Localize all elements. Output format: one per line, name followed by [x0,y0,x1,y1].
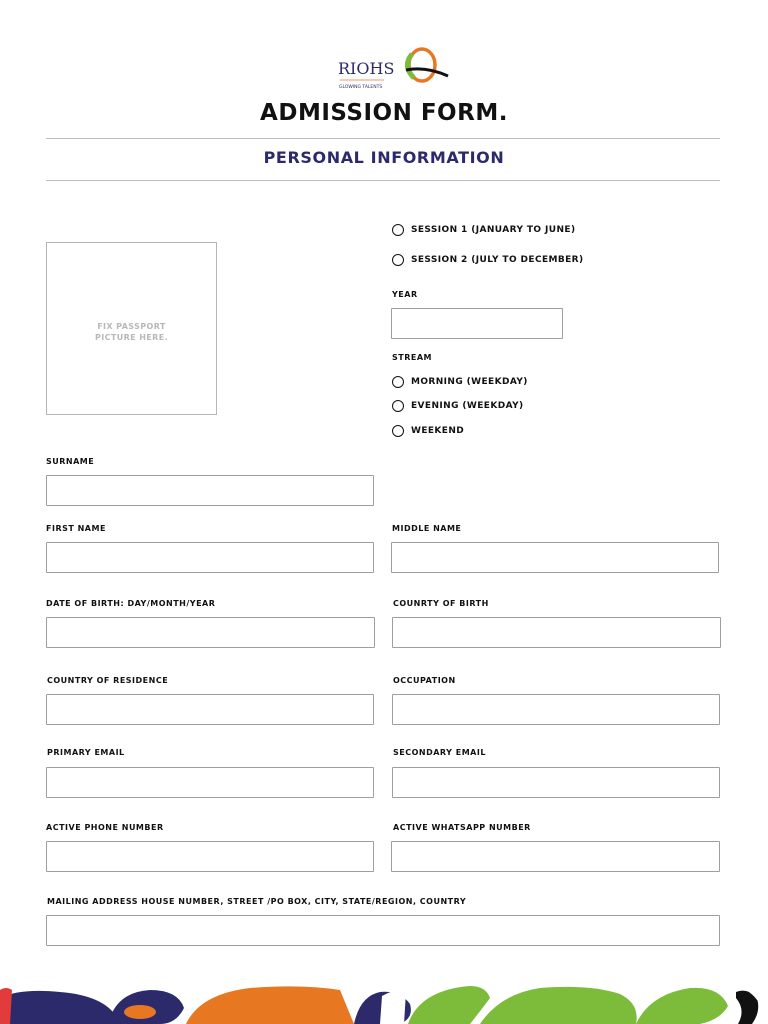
stream-weekend-option[interactable] [392,425,464,437]
country-of-residence-label: COUNTRY OF RESIDENCE [47,676,169,685]
stream-evening-label: EVENING (WEEKDAY) [411,401,524,411]
stream-evening-option[interactable] [392,400,524,412]
whatsapp-label: ACTIVE WHATSAPP NUMBER [393,823,531,832]
primary-email-input[interactable] [46,767,374,798]
logo-tagline: GLOWING TALENTS [339,85,383,90]
stream-weekend-label: WEEKEND [411,426,465,436]
form-title: ADMISSION FORM. [260,100,508,126]
riohs-logo [336,44,452,92]
stream-label: STREAM [392,353,432,362]
first-name-input[interactable] [46,542,374,573]
whatsapp-input[interactable] [391,841,720,872]
stream-evening-radio[interactable] [392,400,404,412]
occupation-input[interactable] [392,694,720,725]
top-divider [46,138,720,139]
session-2-radio[interactable] [392,254,404,266]
session-1-label: SESSION 1 (JANUARY TO JUNE) [411,225,576,235]
year-input[interactable] [391,308,563,339]
section-divider [46,180,720,181]
surname-input[interactable] [46,475,374,506]
middle-name-label: MIDDLE NAME [392,524,462,533]
year-label: YEAR [392,290,418,299]
middle-name-input[interactable] [391,542,719,573]
stream-weekend-radio[interactable] [392,425,404,437]
first-name-label: FIRST NAME [46,524,106,533]
session-1-radio[interactable] [392,224,404,236]
session-2-option[interactable] [392,254,584,266]
phone-input[interactable] [46,841,374,872]
photo-instruction-line2: PICTURE HERE. [94,333,169,342]
photo-instruction-line1: FIX PASSPORT [97,322,166,331]
dob-label: DATE OF BIRTH: DAY/MONTH/YEAR [46,599,216,608]
surname-label: SURNAME [46,457,95,466]
country-of-birth-input[interactable] [392,617,721,648]
section-title: PERSONAL INFORMATION [263,148,505,167]
mailing-address-input[interactable] [46,915,720,946]
dob-input[interactable] [46,617,375,648]
stream-morning-label: MORNING (WEEKDAY) [411,377,528,387]
stream-morning-option[interactable] [392,376,528,388]
session-1-option[interactable] [392,224,575,236]
mailing-address-label: MAILING ADDRESS HOUSE NUMBER, STREET /PO BOX, CITY, STATE/REGION, COUNTRY [47,897,467,906]
secondary-email-input[interactable] [392,767,720,798]
country-of-residence-input[interactable] [46,694,374,725]
stream-morning-radio[interactable] [392,376,404,388]
secondary-email-label: SECONDARY EMAIL [393,748,486,757]
primary-email-label: PRIMARY EMAIL [47,748,125,757]
decorative-footer-art [0,984,768,1024]
logo-text: RIOHS [338,59,395,78]
country-of-birth-label: COUNRTY OF BIRTH [393,599,489,608]
occupation-label: OCCUPATION [393,676,456,685]
session-2-label: SESSION 2 (JULY TO DECEMBER) [411,255,584,265]
passport-photo-box [46,242,217,415]
phone-label: ACTIVE PHONE NUMBER [46,823,164,832]
